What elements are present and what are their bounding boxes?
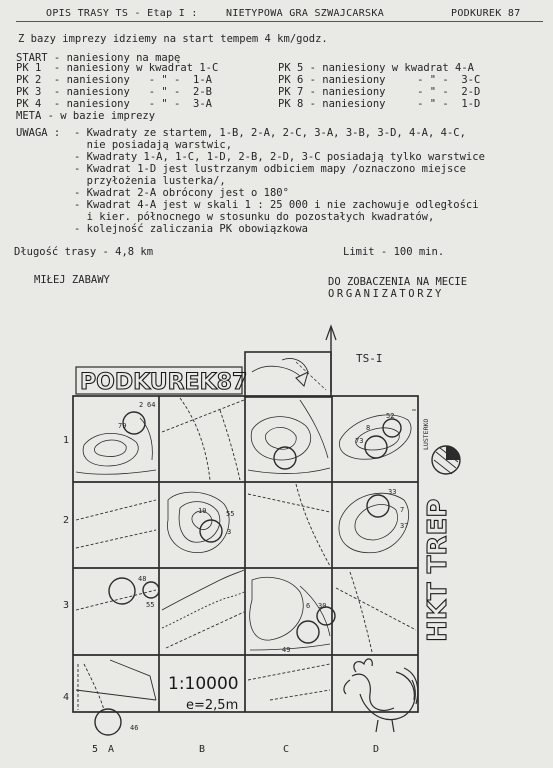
checkpoint-circle (95, 709, 121, 735)
square-3B-forest (162, 570, 244, 648)
row-label: 3 (63, 600, 70, 611)
club-side-text: HKT TREP (423, 498, 453, 642)
row-labels (63, 435, 69, 703)
spot-numbers (118, 401, 408, 732)
spot-number: 3 (227, 528, 232, 536)
square-2D-contours (339, 493, 409, 553)
spot-number: 30 (318, 602, 327, 610)
square-2A-paths (76, 500, 156, 548)
corner-number: 5 (92, 744, 99, 755)
spot-number: 48 (138, 575, 147, 583)
spot-number: 37 (400, 522, 409, 530)
checkpoint-line: PK 5 - naniesiony w kwadrat 4-A (278, 62, 474, 74)
spot-number: 46 (130, 724, 139, 732)
row-label: 2 (63, 515, 70, 526)
map-scale: 1:10000 (168, 674, 239, 694)
column-label: A (108, 744, 115, 755)
checkpoint-circle (274, 447, 296, 469)
spot-number: 79 (118, 422, 127, 430)
closing-line-1: DO ZOBACZENIA NA MECIE (328, 276, 468, 288)
checkpoint-circle (365, 436, 387, 458)
column-labels (92, 744, 379, 755)
checkpoint-line: PK 4 - naniesiony - " - 3-A (16, 98, 212, 110)
mirror-fill (446, 446, 460, 460)
note-line: - kolejność zaliczania PK obowiązkowa (74, 223, 308, 235)
spot-number: 52 (386, 412, 395, 420)
contour-interval: e=2,5m (186, 698, 239, 713)
header-left: OPIS TRASY TS - Etap I : (46, 8, 198, 19)
square-4C-paths (248, 664, 330, 700)
spot-number: 6 (306, 602, 311, 610)
spot-number: 73 (355, 437, 364, 445)
checkpoint-line: PK 2 - naniesiony - " - 1-A (16, 74, 212, 86)
start-line: START - naniesiony na mapę (16, 52, 181, 64)
checkpoint-line: PK 7 - naniesiony - " - 2-D (278, 86, 481, 98)
column-label: C (283, 744, 290, 755)
header-right: PODKUREK 87 (451, 8, 521, 19)
route-length: Długość trasy - 4,8 km (14, 246, 154, 258)
note-line: i kier. północnego w stosunku do pozostałych kwadratów, (74, 211, 435, 223)
column-label: B (199, 744, 206, 755)
spot-number: 33 (388, 488, 397, 496)
square-2C-paths (248, 484, 330, 566)
spot-number: 7 (400, 506, 405, 514)
checkpoint-line: PK 6 - naniesiony - " - 3-C (278, 74, 481, 86)
meta-line: META - w bazie imprezy (16, 110, 156, 122)
header-middle: NIETYPOWA GRA SZWAJCARSKA (226, 8, 385, 19)
checkpoint-circle (297, 621, 319, 643)
checkpoint-circle (143, 582, 159, 598)
spot-number: 49 (282, 646, 291, 654)
note-line: - Kwadrat 1-D jest lustrzanym odbiciem mapy /oznaczono miejsce (74, 163, 466, 175)
map-code: TS-I (356, 352, 383, 365)
spot-number: 55 (226, 510, 235, 518)
spot-number: 55 (146, 601, 155, 609)
farewell: MIŁEJ ZABAWY (34, 274, 110, 286)
checkpoint-circle (200, 520, 222, 542)
square-1B-paths (162, 398, 244, 480)
note-line: - Kwadrat 2-A obrócony jest o 180° (74, 187, 289, 199)
rooster-icon (344, 659, 418, 732)
notes-label: UWAGA : (16, 127, 61, 139)
note-line: przyłożenia lusterka/, (74, 175, 226, 187)
spot-number: 19 (198, 507, 207, 515)
time-limit: Limit - 100 min. (343, 246, 445, 258)
checkpoint-circle (367, 495, 389, 517)
start-square (245, 352, 331, 397)
spot-number: 8 (366, 424, 371, 432)
spot-number: 64 (147, 401, 156, 409)
checkpoint-line: PK 1 - naniesiony w kwadrat 1-C (16, 62, 219, 74)
mirror-label: LUSTERKO (422, 418, 430, 450)
note-line: - Kwadrat 4-A jest w skali 1 : 25 000 i nie zachowuje odległości (74, 199, 479, 211)
note-line: - Kwadraty ze startem, 1-B, 2-A, 2-C, 3-A, 3-B, 3-D, 4-A, 4-C, (74, 127, 466, 139)
note-line: nie posiadają warstwic, (74, 139, 233, 151)
checkpoint-circles (95, 412, 460, 735)
checkpoint-line: PK 3 - naniesiony - " - 2-B (16, 86, 212, 98)
square-3D-paths (336, 572, 416, 652)
closing-line-2: ORGANIZATORZY (328, 288, 444, 300)
square-4A-map (76, 660, 156, 710)
map-title: PODKUREK87 (80, 370, 248, 395)
row-label: 1 (63, 435, 70, 446)
square-1D-contours (339, 410, 416, 459)
note-line: - Kwadraty 1-A, 1-C, 1-D, 2-B, 2-D, 3-C posiadają tylko warstwice (74, 151, 485, 163)
checkpoint-circle (109, 578, 135, 604)
checkpoint-line: PK 8 - naniesiony - " - 1-D (278, 98, 481, 110)
spot-number: 2 (139, 401, 144, 409)
column-label: D (373, 744, 380, 755)
row-label: 4 (63, 692, 70, 703)
intro-text: Z bazy imprezy idziemy na start tempem 4 km/godz. (18, 33, 328, 45)
square-1C-contours (248, 400, 330, 474)
